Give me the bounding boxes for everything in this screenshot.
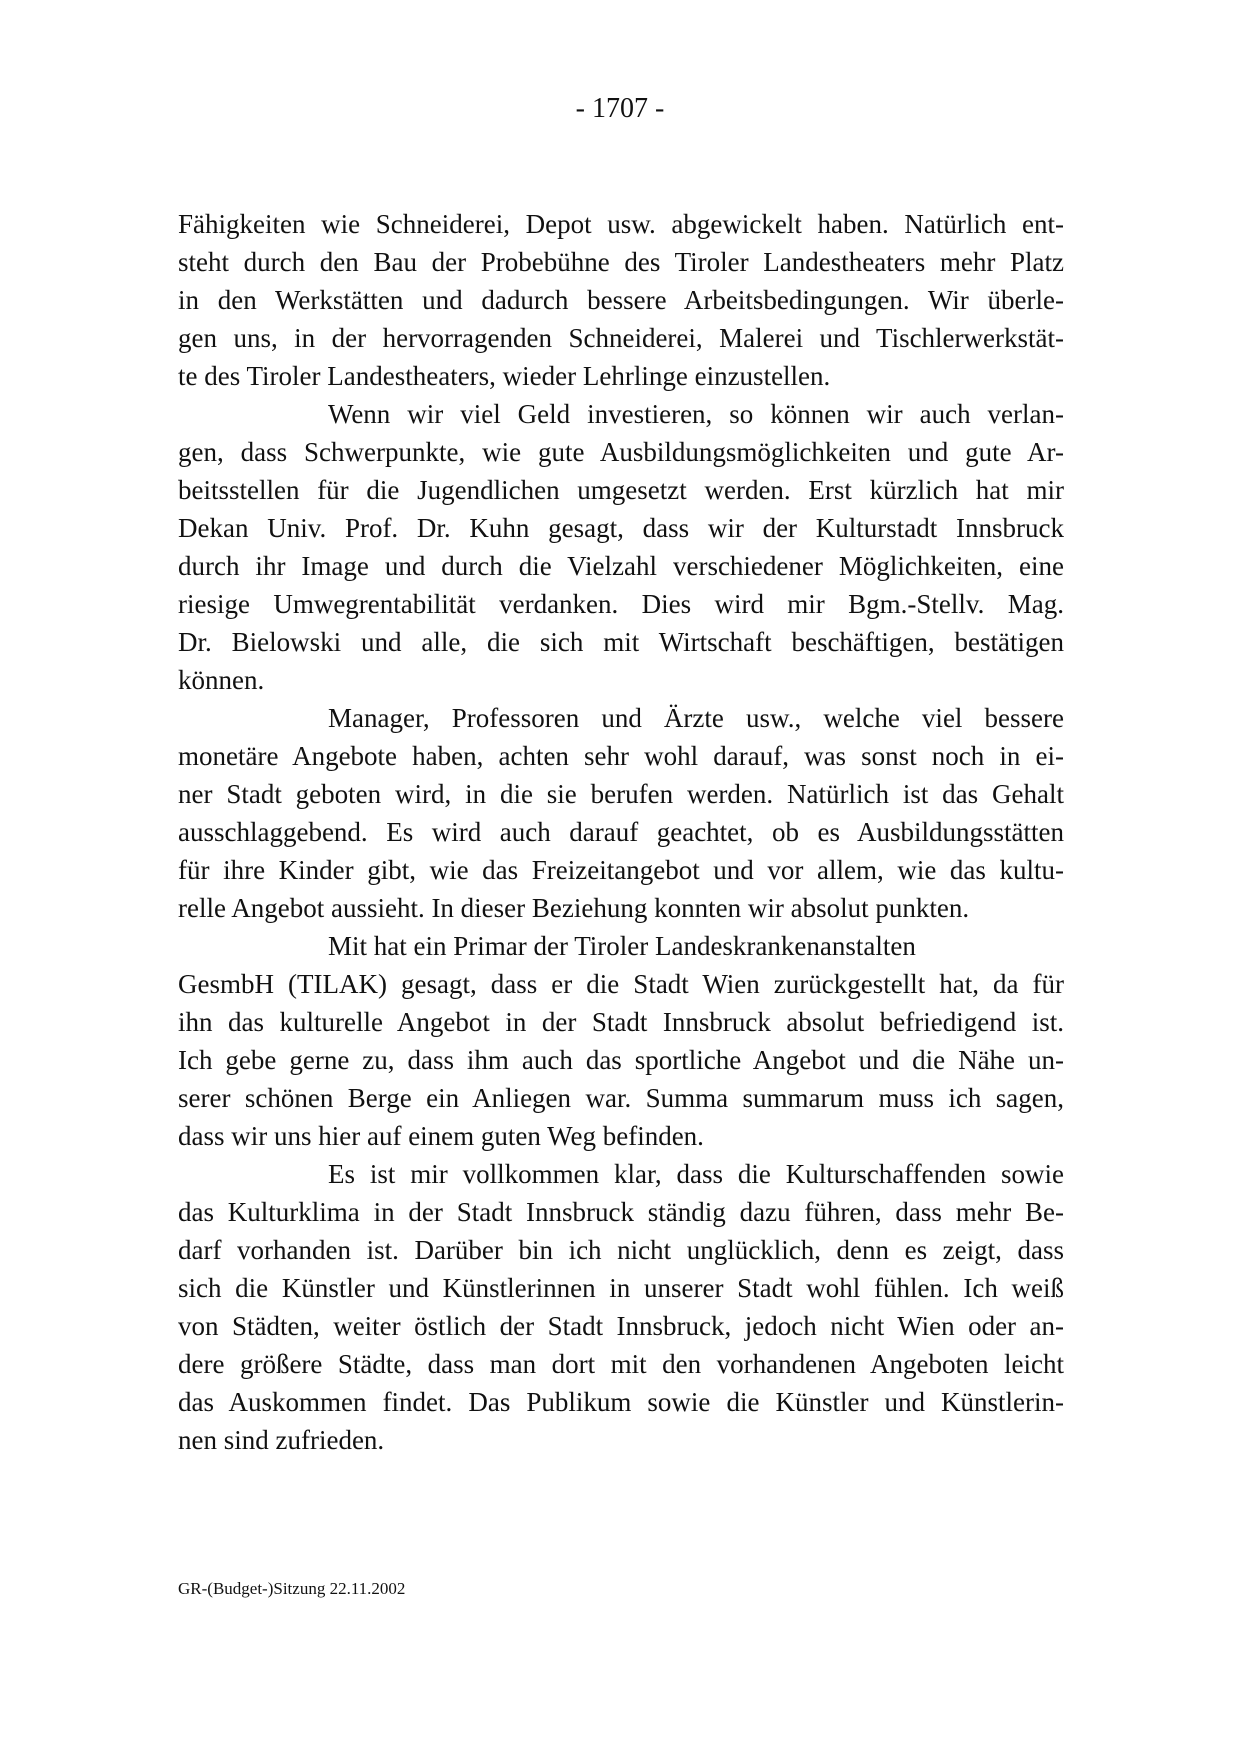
text-line: ner Stadt geboten wird, in die sie berufen werden. Natürlich ist das Gehalt — [178, 779, 1064, 809]
text-line: monetäre Angebote haben, achten sehr wohl darauf, was sonst noch in ei- — [178, 741, 1064, 771]
text-line: für ihre Kinder gibt, wie das Freizeitangebot und vor allem, wie das kultu- — [178, 855, 1064, 885]
text-line: GesmbH (TILAK) gesagt, dass er die Stadt Wien zurückgestellt hat, da für — [178, 969, 1064, 999]
text-line: te des Tiroler Landestheaters, wieder Lehrlinge einzustellen. — [178, 361, 831, 391]
page-footer: GR-(Budget-)Sitzung 22.11.2002 — [178, 1579, 406, 1598]
text-line: steht durch den Bau der Probebühne des Tiroler Landestheaters mehr Platz — [178, 247, 1064, 277]
text-line: Manager, Professoren und Ärzte usw., welche viel bessere — [328, 703, 1064, 733]
text-line: ihn das kulturelle Angebot in der Stadt Innsbruck absolut befriedigend ist. — [178, 1007, 1064, 1037]
text-line: von Städten, weiter östlich der Stadt Innsbruck, jedoch nicht Wien oder an- — [178, 1311, 1064, 1341]
text-line: beitsstellen für die Jugendlichen umgesetzt werden. Erst kürzlich hat mir — [178, 475, 1064, 505]
text-line: gen, dass Schwerpunkte, wie gute Ausbildungsmöglichkeiten und gute Ar- — [178, 437, 1064, 467]
text-line: durch ihr Image und durch die Vielzahl verschiedener Möglichkeiten, eine — [178, 551, 1064, 581]
text-line: können. — [178, 665, 265, 695]
text-line: serer schönen Berge ein Anliegen war. Summa summarum muss ich sagen, — [178, 1083, 1064, 1113]
text-line: Fähigkeiten wie Schneiderei, Depot usw. abgewickelt haben. Natürlich ent- — [178, 209, 1064, 239]
text-line: Es ist mir vollkommen klar, dass die Kulturschaffenden sowie — [328, 1159, 1064, 1189]
text-line: in den Werkstätten und dadurch bessere Arbeitsbedingungen. Wir überle- — [178, 285, 1064, 315]
paragraph-2 — [178, 395, 1064, 699]
text-line: Wenn wir viel Geld investieren, so können wir auch verlan- — [328, 399, 1064, 429]
text-line: sich die Künstler und Künstlerinnen in unserer Stadt wohl fühlen. Ich weiß — [178, 1273, 1064, 1303]
paragraph-4 — [178, 927, 1064, 1155]
text-line: riesige Umwegrentabilität verdanken. Dies wird mir Bgm.-Stellv. Mag. — [178, 589, 1064, 619]
page-number: - 1707 - — [575, 93, 665, 124]
paragraph-1 — [178, 205, 1064, 395]
text-line: das Kulturklima in der Stadt Innsbruck ständig dazu führen, dass mehr Be- — [178, 1197, 1064, 1227]
text-line: das Auskommen findet. Das Publikum sowie die Künstler und Künstlerin- — [178, 1387, 1064, 1417]
text-line: dass wir uns hier auf einem guten Weg befinden. — [178, 1121, 704, 1151]
text-line: Dekan Univ. Prof. Dr. Kuhn gesagt, dass wir der Kulturstadt Innsbruck — [178, 513, 1064, 543]
text-line: darf vorhanden ist. Darüber bin ich nicht unglücklich, denn es zeigt, dass — [178, 1235, 1064, 1265]
text-line: Ich gebe gerne zu, dass ihm auch das sportliche Angebot und die Nähe un- — [178, 1045, 1064, 1075]
paragraph-3 — [178, 699, 1064, 927]
text-line: gen uns, in der hervorragenden Schneiderei, Malerei und Tischlerwerkstät- — [178, 323, 1064, 353]
text-line: ausschlaggebend. Es wird auch darauf geachtet, ob es Ausbildungsstätten — [178, 817, 1064, 847]
body-text — [178, 205, 1064, 1459]
paragraph-5 — [178, 1155, 1064, 1459]
text-line: dere größere Städte, dass man dort mit den vorhandenen Angeboten leicht — [178, 1349, 1064, 1379]
text-line: nen sind zufrieden. — [178, 1425, 385, 1455]
text-line: relle Angebot aussieht. In dieser Beziehung konnten wir absolut punkten. — [178, 893, 970, 923]
text-line: Dr. Bielowski und alle, die sich mit Wirtschaft beschäftigen, bestätigen — [178, 627, 1064, 657]
text-line: Mit hat ein Primar der Tiroler Landeskrankenanstalten — [328, 931, 916, 961]
